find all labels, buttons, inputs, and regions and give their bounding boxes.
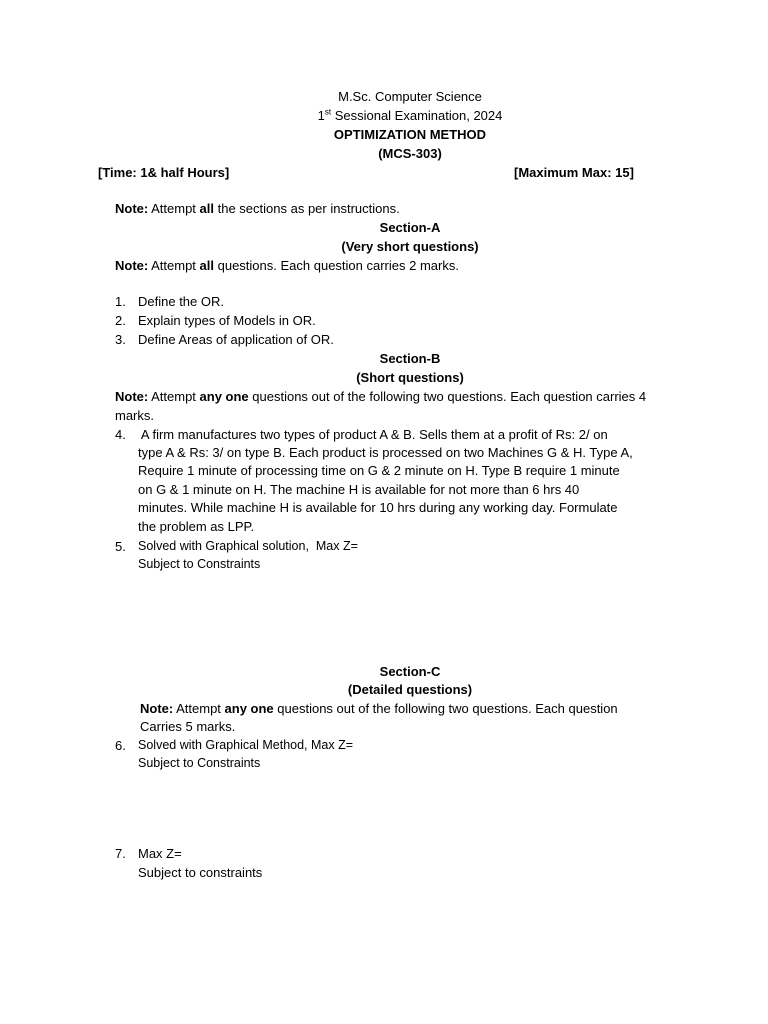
note-text-post: questions out of the following two questions. Each question carries 4 marks. [115, 389, 647, 423]
question-line: Require 1 minute of processing time on G & 2 minute on H. Type B require 1 minute [138, 463, 620, 478]
section-c-subtitle: (Detailed questions) [347, 682, 473, 697]
question-number: 4. [115, 427, 126, 442]
question-line: Subject to Constraints [138, 756, 261, 770]
exam-ordinal: 1 [317, 108, 325, 123]
note-label: Note: [140, 701, 174, 716]
note-text-pre: Attempt [173, 701, 225, 716]
question-text: Define the OR. [138, 294, 224, 309]
section-a-note [115, 256, 459, 275]
time-label: [Time: 1& half Hours] [98, 165, 230, 180]
section-b-title: Section-B [379, 351, 441, 366]
question-text: Define Areas of application of OR. [138, 332, 334, 347]
note-text-post: the sections as per instructions. [214, 201, 400, 216]
question-number: 2. [115, 313, 126, 328]
question-line: Subject to constraints [138, 865, 263, 880]
question-line: minutes. While machine H is available for 10 hrs during any working day. Formulate [138, 500, 618, 515]
section-a-title: Section-A [379, 220, 441, 235]
question-line: Max Z= [138, 846, 182, 861]
question-line: Solved with Graphical solution, Max Z= [138, 539, 358, 553]
note-emphasis: any one [199, 389, 249, 404]
question-line: A firm manufactures two types of product A & B. Sells them at a profit of Rs: 2/ on [138, 427, 608, 442]
question-number: 7. [115, 846, 126, 861]
general-note [115, 199, 400, 218]
section-c-title: Section-C [379, 664, 441, 679]
exam-title [0, 106, 768, 125]
question-text: Explain types of Models in OR. [138, 313, 316, 328]
question-line: Solved with Graphical Method, Max Z= [138, 738, 354, 752]
note-label: Note: [115, 201, 149, 216]
question-line: the problem as LPP. [138, 519, 255, 534]
question-number: 6. [115, 738, 126, 753]
max-marks-label: [Maximum Max: 15] [514, 165, 634, 180]
question-line: Subject to Constraints [138, 557, 261, 571]
note-text-pre: Attempt [148, 258, 200, 273]
note-emphasis: all [199, 201, 214, 216]
question-number: 3. [115, 332, 126, 347]
exam-ordinal-suffix: st [324, 107, 332, 117]
exam-name: Sessional Examination, 2024 [331, 108, 503, 123]
note-emphasis: any one [224, 701, 274, 716]
note-emphasis: all [199, 258, 214, 273]
question-line: type A & Rs: 3/ on type B. Each product is processed on two Machines G & H. Type A, [138, 445, 633, 460]
subject-title: OPTIMIZATION METHOD [333, 127, 487, 142]
note-text-pre: Attempt [148, 389, 200, 404]
section-c-note [140, 699, 618, 718]
note-label: Note: [115, 389, 149, 404]
section-b-subtitle: (Short questions) [356, 370, 464, 385]
question-number: 5. [115, 539, 126, 554]
program-title: M.Sc. Computer Science [338, 89, 482, 104]
note-label: Note: [115, 258, 149, 273]
note-text-post: questions out of the following two questions. Each question [273, 701, 618, 716]
question-line: on G & 1 minute on H. The machine H is available for not more than 6 hrs 40 [138, 482, 580, 497]
course-code: (MCS-303) [378, 146, 442, 161]
note-text-pre: Attempt [148, 201, 200, 216]
question-number: 1. [115, 294, 126, 309]
section-c-note-line2: Carries 5 marks. [140, 719, 236, 734]
section-a-subtitle: (Very short questions) [341, 239, 479, 254]
section-b-note [115, 387, 655, 425]
note-text-post: questions. Each question carries 2 marks. [214, 258, 459, 273]
